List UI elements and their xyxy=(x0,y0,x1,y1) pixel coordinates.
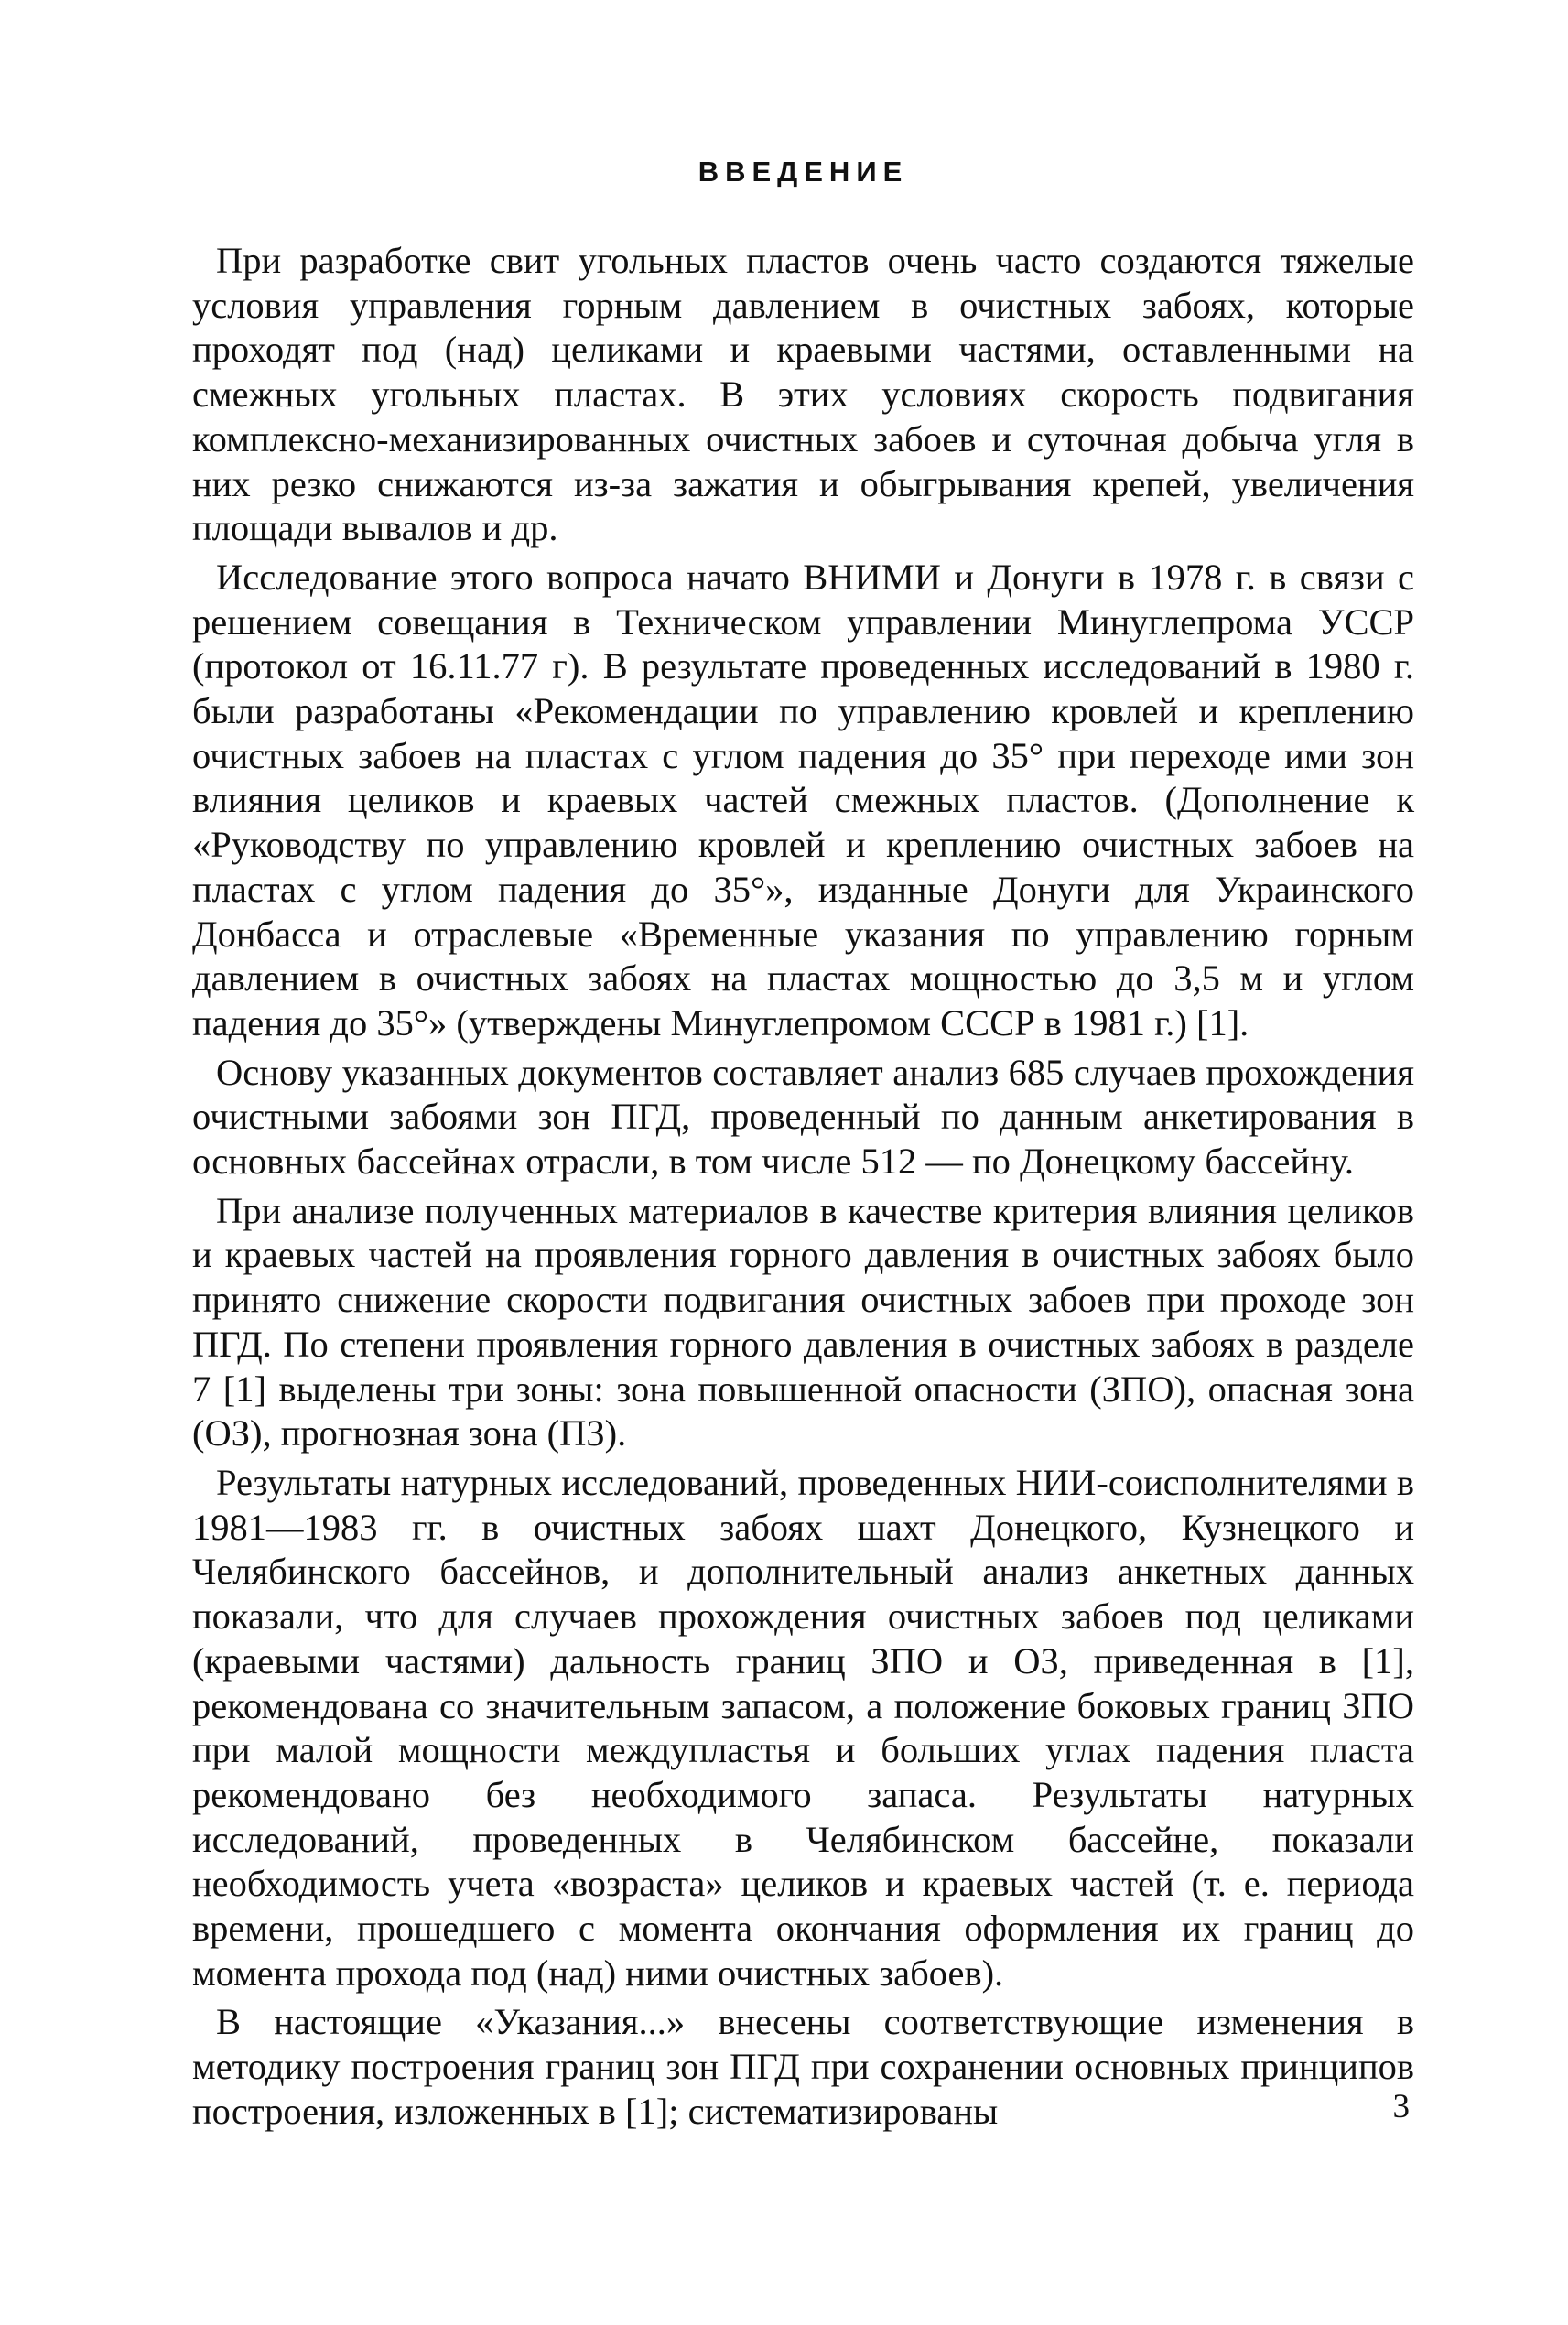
page-number: 3 xyxy=(1392,2088,1410,2125)
paragraph-1: При разработке свит угольных пластов очень часто создаются тяжелые условия управления горным давлением в очистных забоях, которые проходят под (над) целиками и краевыми частями, оставленными на смежных угольных пластах. В этих условиях скорость подвигания комплексно-механизированных очистных забоев и суточная добыча угля в них резко снижаются из-за зажатия и обыгрывания крепей, увеличения площади вывалов и др. xyxy=(192,240,1414,549)
paragraph-6: В настоящие «Указания...» внесены соответствующие изменения в методику построения границ зон ПГД при сохранении основных принципов построения, изложенных в [1]; систематизированы xyxy=(192,2001,1414,2132)
page-body xyxy=(192,156,1414,2139)
paragraph-5: Результаты натурных исследований, проведенных НИИ-соисполнителями в 1981—1983 гг. в очистных забоях шахт Донецкого, Кузнецкого и Челябинского бассейнов, и дополнительный анализ анкетных данных показали, что для случаев прохождения очистных забоев под целиками (краевыми частями) дальность границ ЗПО и ОЗ, приведенная в [1], рекомендована со значительным запасом, а положение боковых границ ЗПО при малой мощности междупластья и больших углах падения пласта рекомендовано без необходимого запаса. Результаты натурных исследований, проведенных в Челябинском бассейне, показали необходимость учета «возраста» целиков и краевых частей (т. е. периода времени, прошедшего с момента окончания оформления их границ до момента прохода под (над) ними очистных забоев). xyxy=(192,1461,1414,1994)
paragraph-3: Основу указанных документов составляет анализ 685 случаев прохождения очистными забоями зон ПГД, проведенный по данным анкетирования в основных бассейнах отрасли, в том числе 512 — по Донецкому бассейну. xyxy=(192,1051,1414,1183)
paragraph-2: Исследование этого вопроса начато ВНИМИ и Донуги в 1978 г. в связи с решением совещания в Техническом управлении Минуглепрома УССР (протокол от 16.11.77 г). В результате проведенных исследований в 1980 г. были разработаны «Рекомендации по управлению кровлей и креплению очистных забоев на пластах с углом падения до 35° при переходе ими зон влияния целиков и краевых частей смежных пластов. (Дополнение к «Руководству по управлению кровлей и креплению очистных забоев на пластах с углом падения до 35°», изданные Донуги для Украинского Донбасса и отраслевые «Временные указания по управлению горным давлением в очистных забоях на пластах мощностью до 3,5 м и углом падения до 35°» (утверждены Минуглепромом СССР в 1981 г.) [1]. xyxy=(192,556,1414,1044)
paragraph-4: При анализе полученных материалов в качестве критерия влияния целиков и краевых частей на проявления горного давления в очистных забоях было принято снижение скорости подвигания очистных забоев при проходе зон ПГД. По степени проявления горного давления в очистных забоях в разделе 7 [1] выделены три зоны: зона повышенной опасности (ЗПО), опасная зона (ОЗ), прогнозная зона (ПЗ). xyxy=(192,1189,1414,1454)
section-heading: ВВЕДЕНИЕ xyxy=(697,156,909,188)
